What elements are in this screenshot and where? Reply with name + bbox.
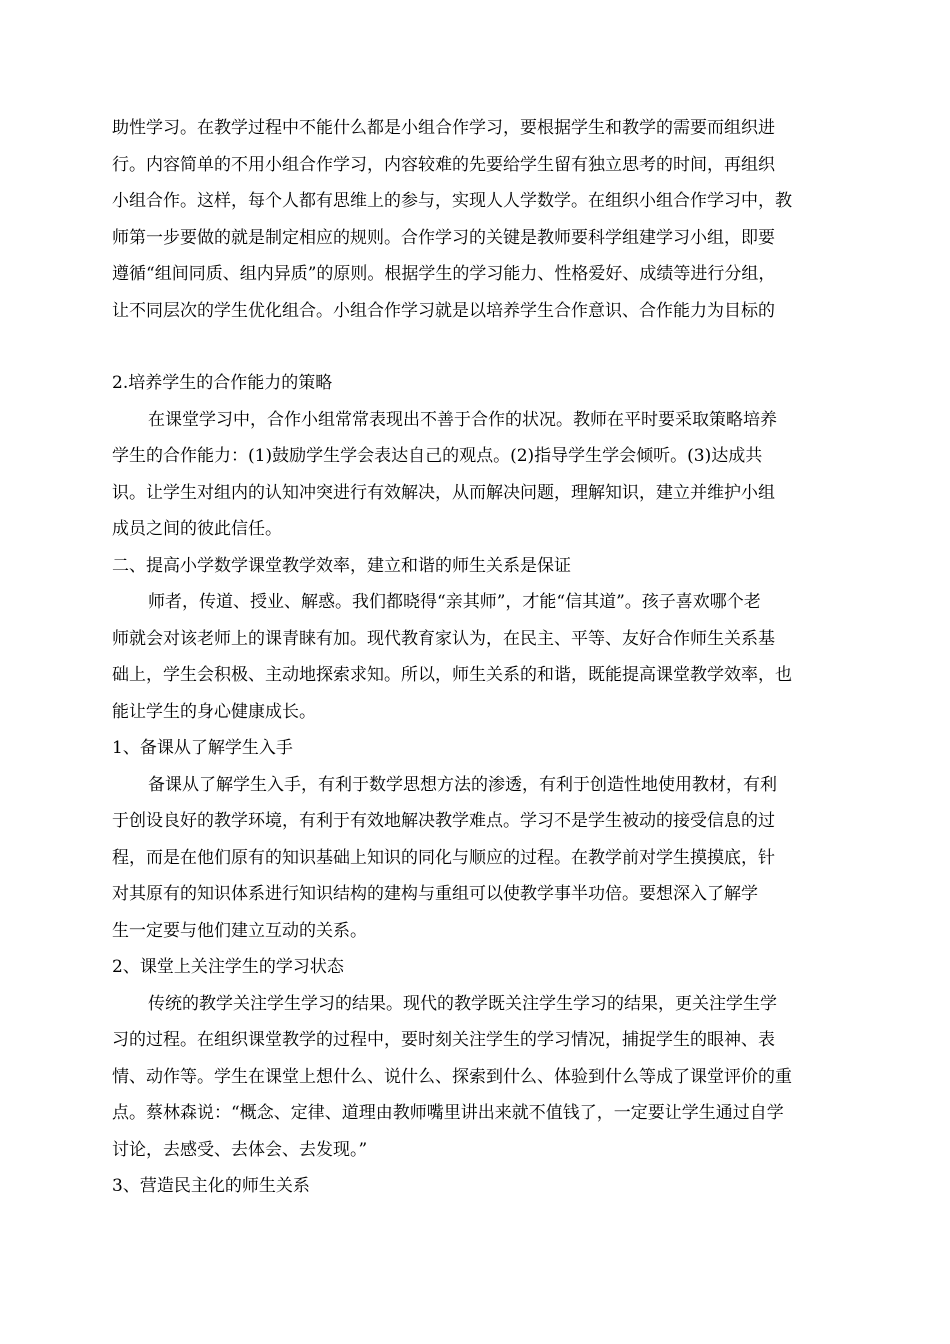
text-line: 础上，学生会积极、主动地探索求知。所以，师生关系的和谐，既能提高课堂教学效率，也 (112, 665, 792, 685)
text-line: 程，而是在他们原有的知识基础上知识的同化与顺应的过程。在教学前对学生摸摸底，针 (112, 847, 775, 868)
text-line: 能让学生的身心健康成长。 (112, 701, 316, 722)
text-line: 学生的合作能力：(1)鼓励学生学会表达自己的观点。(2)指导学生学会倾听。(3)达成共 (112, 446, 763, 466)
text-line: 成员之间的彼此信任。 (112, 519, 282, 539)
item-heading-democratic: 3、营造民主化的师生关系 (112, 1176, 310, 1196)
text-line: 助性学习。在教学过程中不能什么都是小组合作学习，要根据学生和教学的需要而组织进 (112, 118, 775, 138)
text-line: 师就会对该老师上的课青睐有加。现代教育家认为，在民主、平等、友好合作师生关系基 (112, 628, 775, 649)
section-heading-relationship: 二、提高小学数学课堂教学效率，建立和谐的师生关系是保证 (112, 555, 571, 576)
item-heading-lesson-prep: 1、备课从了解学生入手 (112, 738, 293, 758)
text-line: 识。让学生对组内的认知冲突进行有效解决，从而解决问题，理解知识，建立并维护小组 (112, 482, 775, 503)
text-line: 遵循“组间同质、组内异质”的原则。根据学生的学习能力、性格爱好、成绩等进行分组， (112, 264, 776, 284)
text-line: 传统的教学关注学生学习的结果。现代的教学既关注学生学习的结果，更关注学生学 (148, 993, 777, 1014)
text-line: 生一定要与他们建立互动的关系。 (112, 920, 367, 941)
text-line: 讨论，去感受、去体会、去发现。” (112, 1139, 368, 1160)
paragraph-relationship (112, 584, 840, 730)
paragraph-cooperative-learning (112, 110, 840, 329)
document-page (112, 110, 840, 1205)
text-line: 师者，传道、授业、解惑。我们都晓得“亲其师”，才能“信其道”。孩子喜欢哪个老 (148, 592, 761, 612)
blank-gap (112, 329, 840, 365)
text-line: 对其原有的知识体系进行知识结构的建构与重组可以使教学事半功倍。要想深入了解学 (112, 884, 758, 904)
text-line: 点。蔡林森说：“概念、定律、道理由教师嘴里讲出来就不值钱了，一定要让学生通过自学 (112, 1103, 784, 1123)
text-line: 小组合作。这样，每个人都有思维上的参与，实现人人学数学。在组织小组合作学习中，教 (112, 191, 792, 211)
text-line: 行。内容简单的不用小组合作学习，内容较难的先要给学生留有独立思考的时间，再组织 (112, 154, 775, 175)
paragraph-strategy (112, 402, 840, 548)
text-line: 习的过程。在组织课堂教学的过程中，要时刻关注学生的学习情况，捕捉学生的眼神、表 (112, 1030, 775, 1050)
text-line: 让不同层次的学生优化组合。小组合作学习就是以培养学生合作意识、合作能力为目标的 (112, 300, 775, 321)
text-line: 情、动作等。学生在课堂上想什么、说什么、探索到什么、体验到什么等成了课堂评价的重 (112, 1066, 792, 1087)
item-heading-learning-state: 2、课堂上关注学生的学习状态 (112, 957, 344, 977)
paragraph-learning-state (112, 986, 840, 1169)
paragraph-lesson-prep (112, 767, 840, 950)
text-line: 备课从了解学生入手，有利于数学思想方法的渗透，有利于创造性地使用教材，有利 (148, 774, 777, 795)
subheading-strategy: 2.培养学生的合作能力的策略 (112, 373, 333, 393)
text-line: 于创设良好的教学环境，有利于有效地解决教学难点。学习不是学生被动的接受信息的过 (112, 811, 775, 831)
text-line: 师第一步要做的就是制定相应的规则。合作学习的关键是教师要科学组建学习小组，即要 (112, 227, 775, 248)
text-line: 在课堂学习中，合作小组常常表现出不善于合作的状况。教师在平时要采取策略培养 (148, 409, 777, 430)
